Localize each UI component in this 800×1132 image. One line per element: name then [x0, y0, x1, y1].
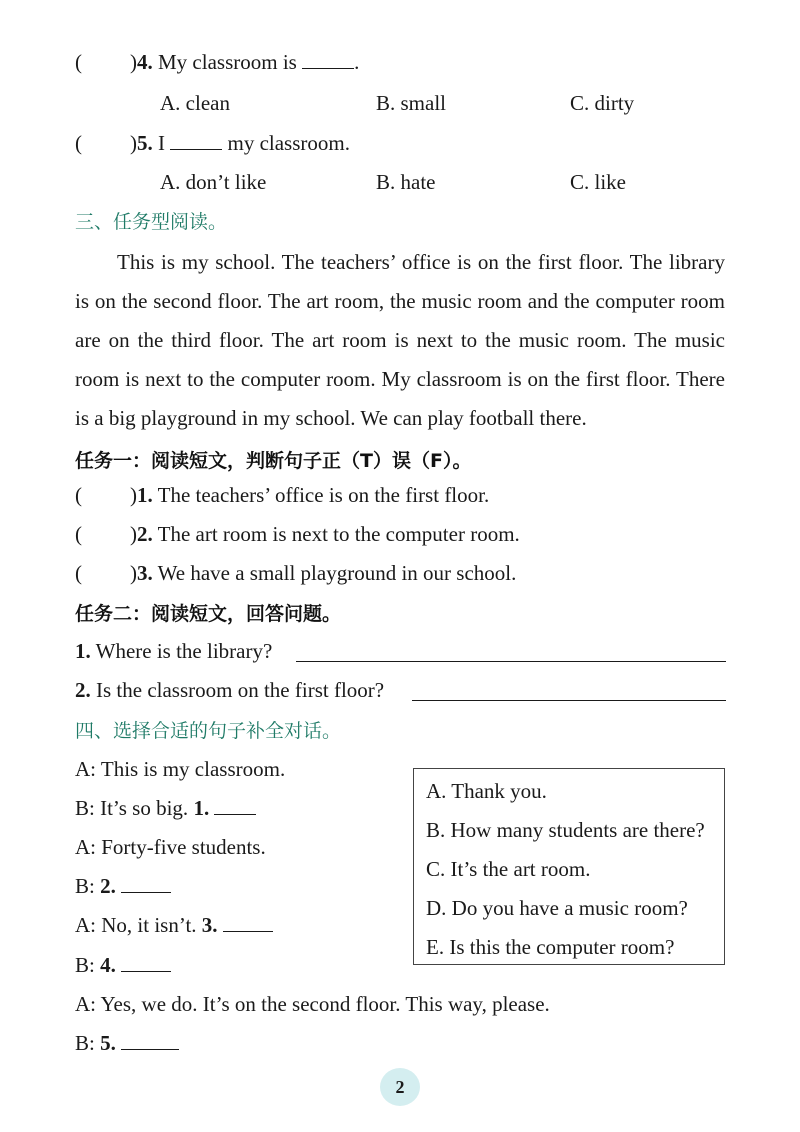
task-two-heading: 任务二：阅读短文，回答问题。 — [75, 603, 342, 625]
tf-item-1 — [75, 483, 489, 508]
tf-item-3 — [75, 561, 516, 586]
item-number: 1. — [75, 639, 91, 663]
question-text-end: my classroom. — [227, 131, 350, 155]
option-e[interactable]: E. Is this the computer room? — [426, 935, 675, 959]
option-c[interactable]: C. It’s the art room. — [426, 857, 591, 881]
answer-blank[interactable] — [121, 953, 171, 972]
item-number: 1. — [137, 483, 153, 507]
speaker: A: — [75, 757, 96, 781]
dialogue-line-1 — [75, 757, 285, 782]
answer-question-2 — [75, 678, 384, 703]
option-d[interactable]: D. Do you have a music room? — [426, 896, 688, 920]
answer-paren-close: ) — [130, 561, 137, 585]
dialogue-line-3 — [75, 835, 266, 860]
item-number: 2. — [75, 678, 91, 702]
item-text: The art room is next to the computer room. — [157, 522, 520, 546]
answer-line-2[interactable] — [412, 700, 726, 701]
question-text: My classroom is — [158, 50, 297, 74]
passage-text: This is my school. The teachers’ office is on the first floor. The library is on the second floor. The art room, the music room and the computer room are on the third floor. The art room is next to the music room. The music room is next to the computer room. My classroom is on the first floor. There is a big playground in my school. We can play football there. — [75, 250, 725, 430]
question-number: 4. — [137, 50, 153, 74]
answer-blank[interactable] — [302, 50, 354, 69]
speaker: B: — [75, 874, 95, 898]
answer-paren-close: ) — [130, 483, 137, 507]
answer-paren-close: ) — [130, 522, 137, 546]
answer-blank[interactable] — [121, 1031, 179, 1050]
task-one-heading: 任务一：阅读短文，判断句子正（T）误（F）。 — [75, 450, 472, 472]
answer-paren-open[interactable]: ( — [75, 561, 82, 585]
question-4 — [75, 50, 359, 75]
answer-paren-open[interactable]: ( — [75, 522, 82, 546]
question-text-end: . — [354, 50, 360, 74]
item-text: We have a small playground in our school. — [157, 561, 517, 585]
speaker: B: — [75, 953, 95, 977]
answer-blank[interactable] — [223, 913, 273, 932]
line-text: This is my classroom. — [100, 757, 286, 781]
dialogue-line-2 — [75, 796, 256, 821]
line-text: Yes, we do. It’s on the second floor. This way, please. — [100, 992, 550, 1016]
answer-question-1 — [75, 639, 272, 664]
reading-passage — [75, 243, 725, 438]
item-text: The teachers’ office is on the first floor. — [157, 483, 490, 507]
blank-number: 2. — [100, 874, 116, 898]
line-text: No, it isn’t. — [101, 913, 197, 937]
item-number: 3. — [137, 561, 153, 585]
dialogue-line-7 — [75, 992, 550, 1017]
blank-number: 3. — [201, 913, 218, 937]
answer-paren-open[interactable]: ( — [75, 50, 82, 74]
speaker: A: — [75, 835, 96, 859]
speaker: B: — [75, 796, 95, 820]
tf-item-2 — [75, 522, 520, 547]
blank-number: 1. — [193, 796, 210, 820]
speaker: B: — [75, 1031, 95, 1055]
item-number: 2. — [137, 522, 153, 546]
option-b[interactable]: B. How many students are there? — [426, 818, 705, 842]
answer-blank[interactable] — [121, 874, 171, 893]
option-c[interactable]: C. like — [570, 170, 626, 194]
answer-blank[interactable] — [214, 796, 256, 815]
option-a[interactable]: A. clean — [160, 91, 230, 115]
option-a[interactable]: A. Thank you. — [426, 779, 547, 803]
answer-paren-close: ) — [130, 50, 137, 74]
dialogue-line-5 — [75, 913, 273, 938]
page-number-badge — [380, 1068, 420, 1106]
question-text: I — [158, 131, 165, 155]
dialogue-line-4 — [75, 874, 171, 899]
answer-line-1[interactable] — [296, 661, 726, 662]
option-c[interactable]: C. dirty — [570, 91, 635, 115]
answer-paren-open[interactable]: ( — [75, 131, 82, 155]
line-text: It’s so big. — [100, 796, 189, 820]
item-text: Where is the library? — [95, 639, 273, 663]
option-b[interactable]: B. hate — [376, 170, 436, 194]
section-heading-three: 三、任务型阅读。 — [75, 211, 228, 233]
answer-blank[interactable] — [170, 131, 222, 150]
blank-number: 4. — [100, 953, 116, 977]
speaker: A: — [75, 913, 96, 937]
blank-number: 5. — [100, 1031, 116, 1055]
option-a[interactable]: A. don’t like — [160, 170, 267, 194]
page-number: 2 — [395, 1076, 405, 1097]
dialogue-line-8 — [75, 1031, 179, 1056]
question-number: 5. — [137, 131, 153, 155]
section-heading-four: 四、选择合适的句子补全对话。 — [75, 720, 342, 742]
option-b[interactable]: B. small — [376, 91, 447, 115]
answer-paren-open[interactable]: ( — [75, 483, 82, 507]
item-text: Is the classroom on the first floor? — [96, 678, 385, 702]
dialogue-line-6 — [75, 953, 171, 978]
question-5 — [75, 131, 350, 156]
speaker: A: — [75, 992, 96, 1016]
answer-paren-close: ) — [130, 131, 137, 155]
options-box — [413, 768, 725, 965]
line-text: Forty-five students. — [101, 835, 266, 859]
